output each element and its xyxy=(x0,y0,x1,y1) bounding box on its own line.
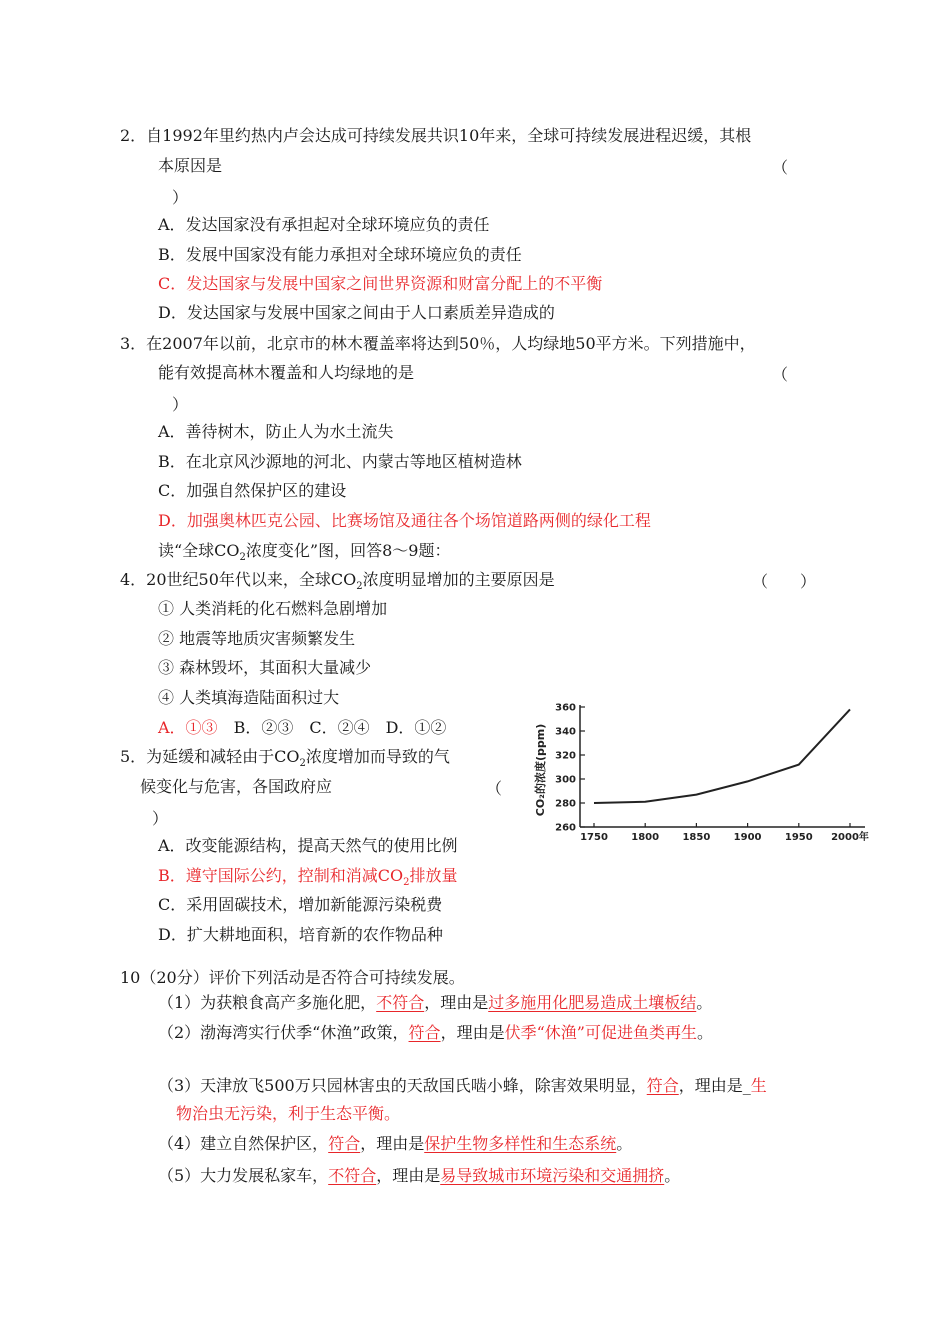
q10-item-4-judgement: 符合 xyxy=(328,1134,361,1153)
q4-item-3: ③ 森林毁坏，其面积大量减少 xyxy=(158,658,372,677)
q4-item-1: ① 人类消耗的化石燃料急剧增加 xyxy=(158,599,388,618)
chart-x-tick-label-4: 1950 xyxy=(784,832,813,843)
q10-item-1-judgement: 不符合 xyxy=(376,993,425,1012)
chart-reading-intro: 读“全球$CO_2$浓度变化”图，回答8～9题： xyxy=(158,541,451,564)
co2-concentration-chart xyxy=(530,695,875,845)
q3-option-a: A．善待树木，防止人为水土流失 xyxy=(158,422,394,441)
chart-x-tick-label-5: 2000年 xyxy=(831,832,869,843)
svg-text:CO₂的浓度(ppm): CO₂的浓度(ppm) xyxy=(534,723,547,817)
q5-answer-paren-close: ） xyxy=(152,809,169,828)
q2-option-a: A．发达国家没有承担起对全球环境应负的责任 xyxy=(158,215,490,234)
q4-item-2: ② 地震等地质灾害频繁发生 xyxy=(158,629,356,648)
q10-item-5-reason: 易导致城市环境污染和交通拥挤 xyxy=(440,1166,665,1185)
q10-item-4: （4）建立自然保护区，符合，理由是保护生物多样性和生态系统。 xyxy=(158,1134,633,1153)
q2-option-d: D．发达国家与发展中国家之间由于人口素质差异造成的 xyxy=(158,303,555,322)
q5-option-a: A．改变能源结构，提高天然气的使用比例 xyxy=(158,836,458,855)
q2-stem-line1: 2．自1992年里约热内卢会达成可持续发展共识10年来，全球可持续发展进程迟缓，其根 xyxy=(120,126,752,145)
q4-option-a-correct: A．①③ xyxy=(158,718,218,737)
chart-x-tick-label-3: 1900 xyxy=(733,832,762,843)
q10-title: 10（20分）评价下列活动是否符合可持续发展。 xyxy=(120,968,465,987)
chart-x-tick-label-1: 1800 xyxy=(631,832,660,843)
q5-option-b-correct: B．遵守国际公约，控制和消减$CO_2$排放量 xyxy=(158,866,458,889)
chart-series-line-co2 xyxy=(594,709,850,803)
q3-stem-line1: 3．在2007年以前，北京市的林木覆盖率将达到50％，人均绿地50平方米。下列措施中， xyxy=(120,334,756,353)
q10-item-3: （3）天津放飞500万只园林害虫的天敌国氏啮小蜂，除害效果明显，符合，理由是_生 xyxy=(158,1076,767,1095)
q3-answer-paren-open: （ xyxy=(772,365,789,384)
q3-option-c: C．加强自然保护区的建设 xyxy=(158,481,347,500)
q10-item-3-judgement: 符合 xyxy=(646,1076,679,1095)
q2-option-b: B．发展中国家没有能力承担对全球环境应负的责任 xyxy=(158,245,522,264)
q2-stem-line2: 本原因是 xyxy=(158,156,223,175)
q5-option-d: D．扩大耕地面积，培育新的农作物品种 xyxy=(158,925,443,944)
q10-item-2-reason: 伏季“休渔”可促进鱼类再生 xyxy=(504,1023,697,1042)
chart-y-tick-label-5: 360 xyxy=(555,702,576,714)
chart-x-tick-label-2: 1850 xyxy=(682,832,711,843)
q10-item-2: （2）渤海湾实行伏季“休渔”政策，符合，理由是伏季“休渔”可促进鱼类再生。 xyxy=(158,1023,713,1042)
q3-stem-line2: 能有效提高林木覆盖和人均绿地的是 xyxy=(158,363,415,382)
q10-item-3-reason: 生 xyxy=(750,1076,767,1095)
q4-stem: 4．20世纪50年代以来，全球$CO_2$浓度明显增加的主要原因是 xyxy=(120,570,555,593)
q10-item-2-judgement: 符合 xyxy=(408,1023,441,1042)
q5-option-c: C．采用固碳技术，增加新能源污染税费 xyxy=(158,895,443,914)
q3-answer-paren-close: ） xyxy=(172,395,189,414)
chart-y-tick-label-3: 320 xyxy=(555,750,576,762)
q10-item-1: （1）为获粮食高产多施化肥，不符合，理由是过多施用化肥易造成土壤板结。 xyxy=(158,993,713,1012)
q2-answer-paren-close: ） xyxy=(172,188,189,207)
q10-item-5: （5）大力发展私家车，不符合，理由是易导致城市环境污染和交通拥挤。 xyxy=(158,1166,681,1185)
q3-option-b: B．在北京风沙源地的河北、内蒙古等地区植树造林 xyxy=(158,452,522,471)
q5-stem-line2: 候变化与危害，各国政府应 xyxy=(140,777,333,796)
q10-item-1-reason: 过多施用化肥易造成土壤板结 xyxy=(488,993,697,1012)
q2-option-c-correct: C．发达国家与发展中国家之间世界资源和财富分配上的不平衡 xyxy=(158,274,603,293)
chart-y-axis-label xyxy=(533,724,547,817)
chart-y-tick-label-0: 260 xyxy=(555,822,576,834)
q5-stem-line1: 5．为延缓和减轻由于$CO_2$浓度增加而导致的气 xyxy=(120,747,450,770)
q10-item-5-judgement: 不符合 xyxy=(328,1166,377,1185)
q10-item-3-reason-continued: 物治虫无污染，利于生态平衡。 xyxy=(176,1104,401,1123)
q2-answer-paren-open: （ xyxy=(772,158,789,177)
q4-item-4: ④ 人类填海造陆面积过大 xyxy=(158,688,340,707)
chart-y-tick-label-2: 300 xyxy=(555,774,576,786)
q4-answer-options: A．①③ B．②③ C．②④ D．①② xyxy=(158,718,447,737)
chart-y-tick-label-1: 280 xyxy=(555,798,576,810)
chart-y-tick-label-4: 340 xyxy=(555,726,576,738)
q5-answer-paren-open: （ xyxy=(486,779,503,798)
q4-answer-paren: （ ） xyxy=(752,572,817,591)
q3-option-d-correct: D．加强奥林匹克公园、比赛场馆及通往各个场馆道路两侧的绿化工程 xyxy=(158,511,651,530)
chart-x-tick-label-0: 1750 xyxy=(580,832,608,843)
q10-item-4-reason: 保护生物多样性和生态系统 xyxy=(424,1134,617,1153)
